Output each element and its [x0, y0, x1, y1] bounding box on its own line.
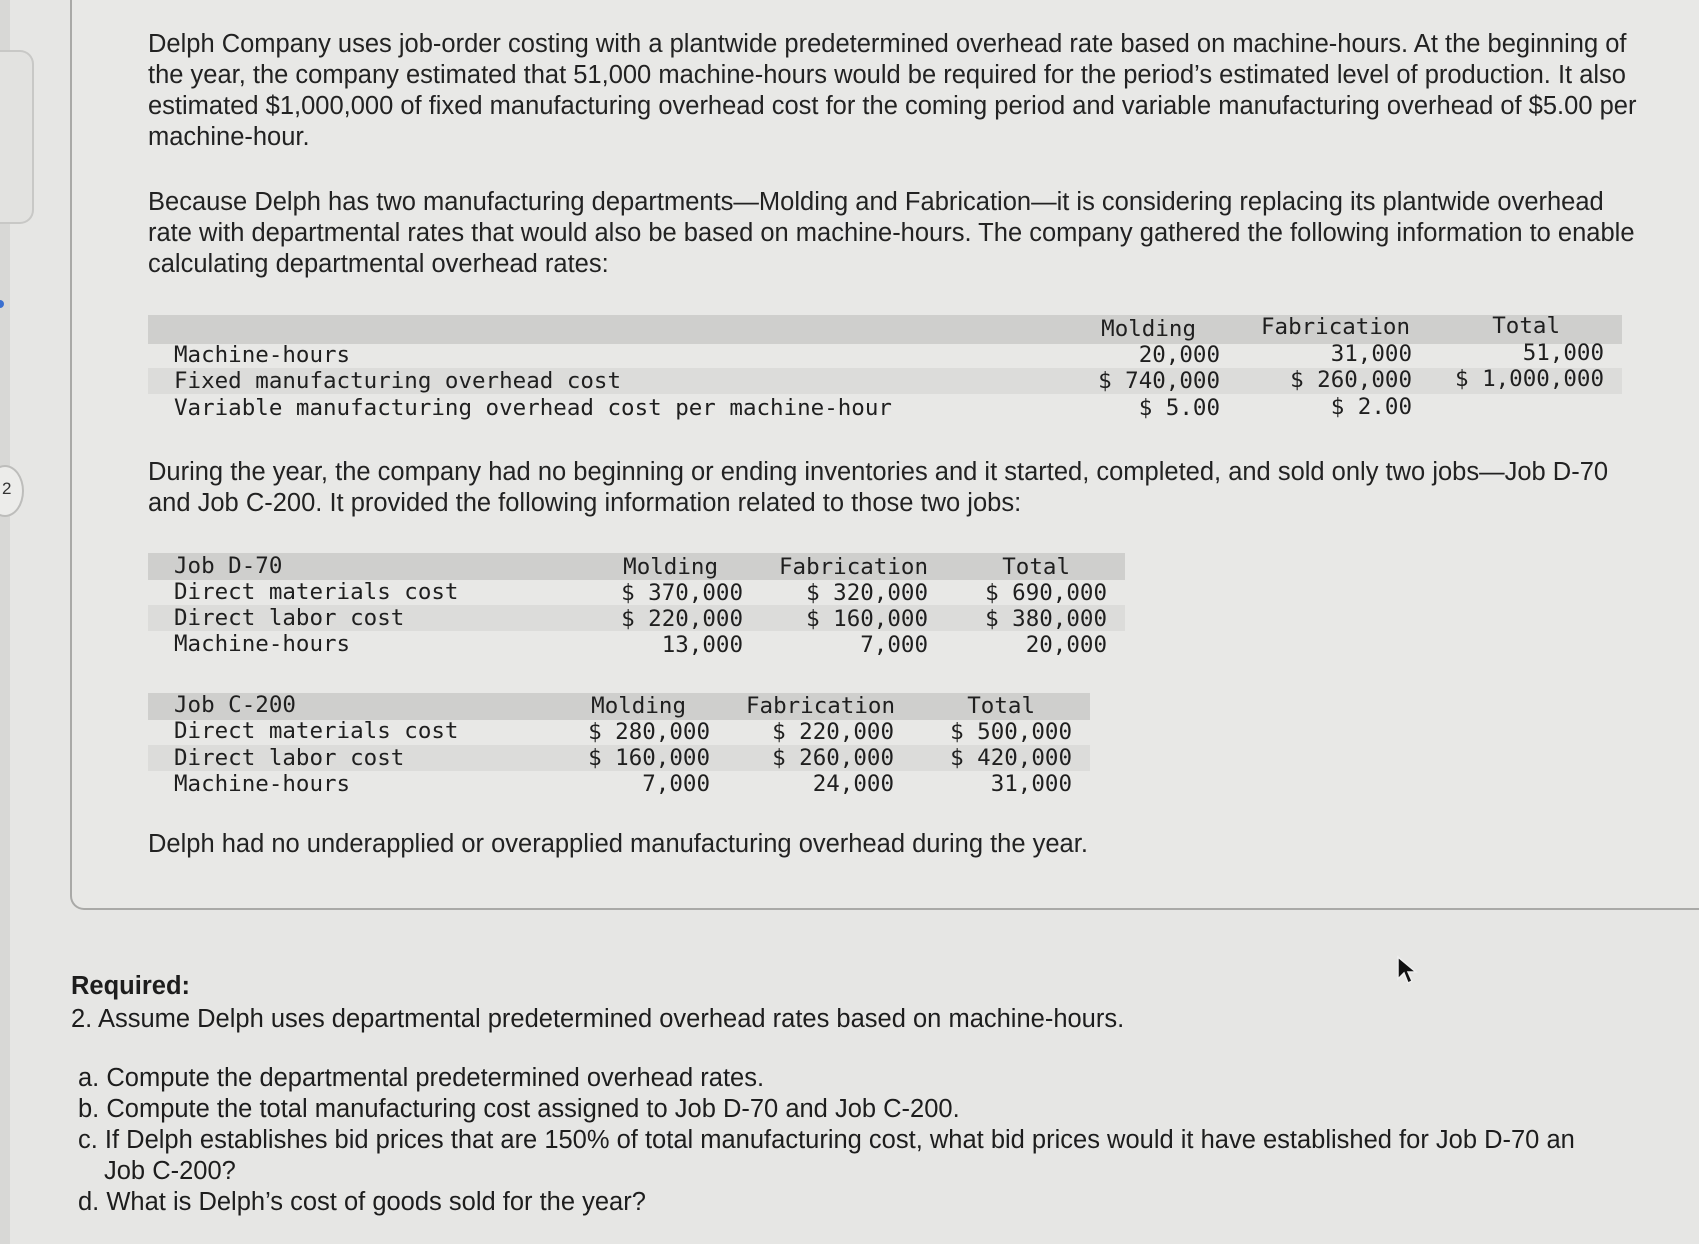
required-part-b: b. Compute the total manufacturing cost assigned to Job D-70 and Job C-200. — [78, 1095, 960, 1123]
cell-molding: $ 740,000 — [1098, 368, 1220, 394]
intro-paragraph-4: Delph had no underapplied or overapplied manufacturing overhead during the year. — [148, 830, 1088, 858]
cell-molding: 13,000 — [661, 632, 743, 658]
cell-molding: 7,000 — [642, 771, 710, 797]
col-header-molding: Molding — [1101, 316, 1196, 342]
row-label: Direct materials cost — [174, 579, 459, 605]
row-label: Machine-hours — [174, 771, 351, 797]
cell-total: 31,000 — [990, 771, 1072, 797]
cell-fabrication: 31,000 — [1330, 341, 1412, 367]
required-item-2: 2. Assume Delph uses departmental predetermined overhead rates based on machine-hours. — [71, 1005, 1125, 1033]
col-header-fabrication: Fabrication — [778, 554, 928, 580]
cell-total: 20,000 — [1025, 632, 1107, 658]
row-label: Machine-hours — [174, 342, 351, 368]
cell-fabrication: 24,000 — [812, 771, 894, 797]
cell-total: $ 500,000 — [950, 719, 1072, 745]
col-header-total: Total — [1002, 554, 1070, 580]
col-header-total: Total — [1492, 313, 1560, 339]
cell-fabrication: $ 160,000 — [806, 606, 928, 632]
intro-paragraph-1: Delph Company uses job-order costing with a plantwide predetermined overhead rate based on machine-hours. At the beginning of the year, the company estimated that 51,000 machine-hours would be required for the period’s estimated level of production. It also estimated $1,000,000 of fixed manufacturing overhead cost for the coming period and variable manufacturing overhead of $5.00 per machine-hour. — [148, 30, 1637, 151]
required-part-d: d. What is Delph’s cost of goods sold for the year? — [78, 1188, 646, 1216]
cell-total: $ 1,000,000 — [1454, 366, 1604, 392]
side-tab[interactable] — [0, 50, 34, 224]
mouse-cursor-icon — [1396, 955, 1420, 987]
col-header-fabrication: Fabrication — [1260, 314, 1410, 340]
cell-total: $ 690,000 — [985, 580, 1107, 606]
cell-molding: $ 160,000 — [588, 745, 710, 771]
job-title: Job D-70 — [174, 553, 283, 579]
cell-fabrication: 7,000 — [860, 632, 928, 658]
row-label: Machine-hours — [174, 631, 351, 657]
row-label: Direct labor cost — [174, 605, 405, 631]
cell-molding: $ 5.00 — [1138, 395, 1220, 421]
cell-molding: 20,000 — [1138, 342, 1220, 368]
question-number: 2 — [2, 479, 12, 498]
cell-total: $ 420,000 — [950, 745, 1072, 771]
cell-fabrication: $ 320,000 — [806, 580, 928, 606]
cell-fabrication: $ 260,000 — [1290, 367, 1412, 393]
row-label: Variable manufacturing overhead cost per machine-hour — [174, 395, 892, 421]
required-part-c-continued: Job C-200? — [104, 1157, 236, 1185]
cell-fabrication: $ 260,000 — [772, 745, 894, 771]
cell-total: 51,000 — [1522, 340, 1604, 366]
col-header-total: Total — [967, 693, 1035, 719]
cell-fabrication: $ 220,000 — [772, 719, 894, 745]
cell-fabrication: $ 2.00 — [1330, 394, 1412, 420]
col-header-molding: Molding — [623, 554, 718, 580]
required-part-c: c. If Delph establishes bid prices that are 150% of total manufacturing cost, what bid prices would it have established for Job D-70 an — [78, 1126, 1575, 1154]
row-label: Fixed manufacturing overhead cost — [174, 368, 622, 394]
required-heading: Required: — [71, 972, 191, 1000]
row-label: Direct labor cost — [174, 745, 405, 771]
cell-molding: $ 370,000 — [621, 580, 743, 606]
required-part-a: a. Compute the departmental predetermined overhead rates. — [78, 1064, 765, 1092]
intro-paragraph-3: During the year, the company had no beginning or ending inventories and it started, completed, and sold only two jobs—Job D-70 and Job C-200. It provided the following information related to those two jobs: — [148, 458, 1609, 517]
cell-molding: $ 220,000 — [621, 606, 743, 632]
row-label: Direct materials cost — [174, 718, 459, 744]
intro-paragraph-2: Because Delph has two manufacturing departments—Molding and Fabrication—it is considering replacing its plantwide overhead rate with departmental rates that would also be based on machine-hours. The company gathered the following information to enable calculating departmental overhead rates: — [148, 188, 1635, 278]
question-number-badge[interactable] — [0, 465, 24, 517]
job-title: Job C-200 — [174, 692, 296, 718]
col-header-molding: Molding — [591, 693, 686, 719]
cell-total: $ 380,000 — [985, 606, 1107, 632]
col-header-fabrication: Fabrication — [745, 693, 895, 719]
cell-molding: $ 280,000 — [588, 719, 710, 745]
